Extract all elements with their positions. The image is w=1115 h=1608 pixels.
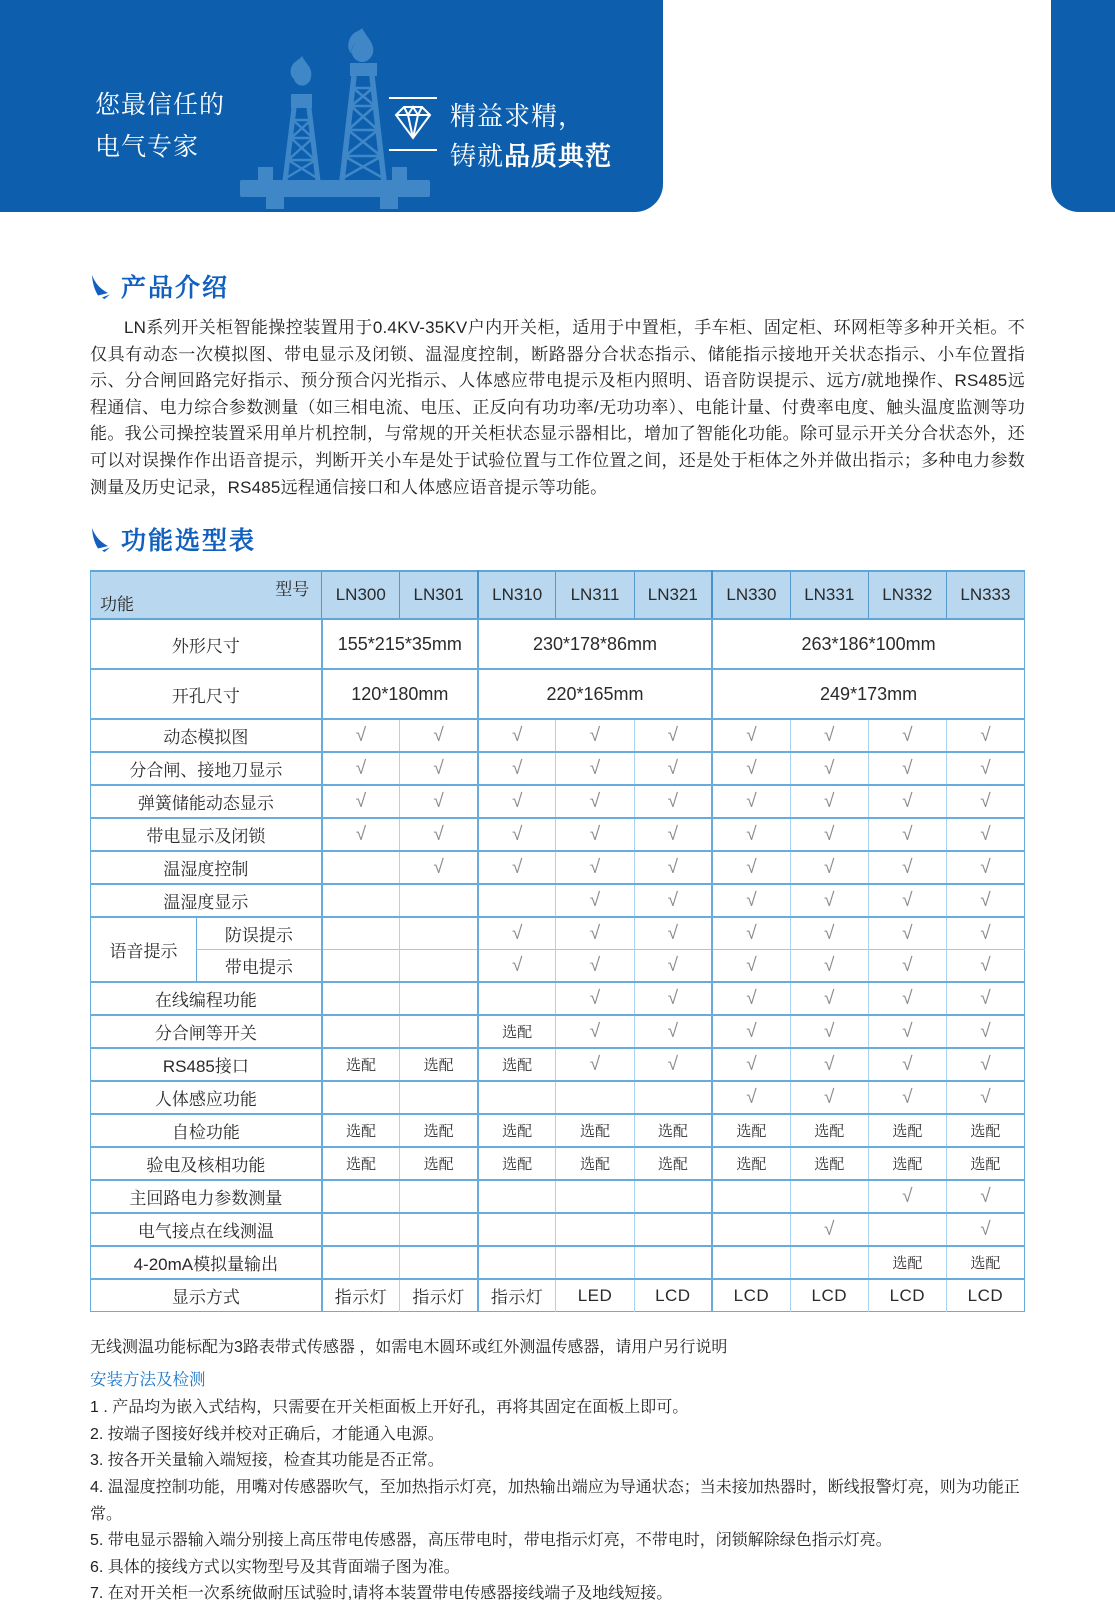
- empty-cell: [478, 1180, 556, 1213]
- empty-cell: [322, 884, 400, 917]
- empty-cell: [322, 1015, 400, 1048]
- value-cell: LCD: [790, 1279, 868, 1312]
- empty-cell: [478, 1213, 556, 1246]
- optional-cell: 选配: [478, 1015, 556, 1048]
- model-header-ln331: LN331: [790, 571, 868, 619]
- check-cell: √: [868, 818, 946, 851]
- slogan-right-line2: 铸就品质典范: [450, 141, 613, 171]
- empty-cell: [634, 1081, 712, 1114]
- check-cell: √: [556, 752, 634, 785]
- table-head: [91, 571, 1025, 619]
- optional-cell: 选配: [946, 1246, 1024, 1279]
- check-cell: √: [712, 1015, 790, 1048]
- section-intro-title: 产品介绍: [121, 274, 230, 302]
- check-cell: √: [868, 851, 946, 884]
- slogan-left-line2: 电气专家: [95, 133, 200, 161]
- check-cell: √: [790, 982, 868, 1015]
- check-cell: √: [556, 818, 634, 851]
- empty-cell: [400, 950, 478, 983]
- feature-label: 显示方式: [91, 1279, 322, 1312]
- check-cell: √: [790, 1015, 868, 1048]
- optional-cell: 选配: [322, 1147, 400, 1180]
- check-cell: √: [712, 950, 790, 983]
- optional-cell: 选配: [868, 1147, 946, 1180]
- check-cell: √: [400, 851, 478, 884]
- empty-cell: [322, 851, 400, 884]
- check-cell: √: [478, 752, 556, 785]
- check-cell: √: [790, 950, 868, 983]
- check-cell: √: [868, 917, 946, 950]
- optional-cell: 选配: [556, 1114, 634, 1147]
- header-right-bar: [1051, 0, 1115, 212]
- feature-label: 弹簧储能动态显示: [91, 785, 322, 818]
- check-cell: √: [556, 785, 634, 818]
- check-cell: √: [322, 752, 400, 785]
- value-cell: LCD: [712, 1279, 790, 1312]
- check-cell: √: [634, 752, 712, 785]
- feature-sublabel: 防误提示: [197, 917, 322, 950]
- optional-cell: 选配: [400, 1147, 478, 1180]
- install-note-item: 4. 温湿度控制功能，用嘴对传感器吹气，至加热指示灯亮，加热输出端应为导通状态；当未接加热器时，断线报警灯亮，则为功能正常。: [90, 1478, 1020, 1523]
- feature-label: 自检功能: [91, 1114, 322, 1147]
- empty-cell: [634, 1246, 712, 1279]
- feature-label: 人体感应功能: [91, 1081, 322, 1114]
- check-cell: √: [556, 1015, 634, 1048]
- check-cell: √: [790, 719, 868, 752]
- check-cell: √: [400, 818, 478, 851]
- empty-cell: [712, 1213, 790, 1246]
- slogan-right: [450, 96, 612, 176]
- feature-label: RS485接口: [91, 1048, 322, 1081]
- feature-label: 4-20mA模拟量输出: [91, 1246, 322, 1279]
- check-cell: √: [790, 752, 868, 785]
- feature-label: 外形尺寸: [91, 619, 322, 669]
- section-intro-heading: [90, 268, 1025, 304]
- feature-label: 温湿度控制: [91, 851, 322, 884]
- check-cell: √: [790, 1081, 868, 1114]
- optional-cell: 选配: [712, 1147, 790, 1180]
- feature-label: 在线编程功能: [91, 982, 322, 1015]
- check-cell: √: [634, 884, 712, 917]
- section-marker-icon: [90, 274, 112, 299]
- optional-cell: 选配: [868, 1246, 946, 1279]
- check-cell: √: [790, 1213, 868, 1246]
- check-cell: √: [868, 950, 946, 983]
- value-cell: LCD: [634, 1279, 712, 1312]
- check-cell: √: [868, 982, 946, 1015]
- dimension-cell: 220*165mm: [478, 669, 712, 719]
- check-cell: √: [946, 1048, 1024, 1081]
- empty-cell: [322, 982, 400, 1015]
- check-cell: √: [556, 884, 634, 917]
- optional-cell: 选配: [790, 1147, 868, 1180]
- empty-cell: [634, 1213, 712, 1246]
- corner-label-model: 型号: [275, 580, 310, 600]
- feature-label: 验电及核相功能: [91, 1147, 322, 1180]
- sensor-note: 无线测温功能标配为3路表带式传感器 ，如需电木圆环或红外测温传感器，请用户另行说明: [90, 1339, 728, 1357]
- check-cell: √: [790, 917, 868, 950]
- slogan-left: [95, 84, 225, 168]
- empty-cell: [400, 1213, 478, 1246]
- empty-cell: [556, 1081, 634, 1114]
- check-cell: √: [946, 719, 1024, 752]
- optional-cell: 选配: [478, 1147, 556, 1180]
- check-cell: √: [868, 1048, 946, 1081]
- model-header-ln333: LN333: [946, 571, 1024, 619]
- feature-label: 分合闸等开关: [91, 1015, 322, 1048]
- check-cell: √: [712, 1081, 790, 1114]
- check-cell: √: [712, 917, 790, 950]
- check-cell: √: [868, 785, 946, 818]
- optional-cell: 选配: [790, 1114, 868, 1147]
- install-note-item: 1 . 产品均为嵌入式结构，只需要在开关柜面板上开好孔，再将其固定在面板上即可。: [90, 1399, 689, 1417]
- empty-cell: [790, 1180, 868, 1213]
- check-cell: √: [478, 851, 556, 884]
- value-cell: 指示灯: [400, 1279, 478, 1312]
- check-cell: √: [400, 719, 478, 752]
- corner-label-function: 功能: [100, 595, 134, 615]
- check-cell: √: [946, 818, 1024, 851]
- slogan-left-line1: 您最信任的: [95, 91, 226, 119]
- check-cell: √: [946, 884, 1024, 917]
- check-cell: √: [946, 785, 1024, 818]
- model-header-ln310: LN310: [478, 571, 556, 619]
- check-cell: √: [556, 719, 634, 752]
- install-method-title: 安装方法及检测: [90, 1371, 206, 1390]
- check-cell: √: [634, 917, 712, 950]
- empty-cell: [322, 917, 400, 950]
- check-cell: √: [634, 785, 712, 818]
- section-marker-icon: [90, 527, 112, 552]
- check-cell: √: [868, 1180, 946, 1213]
- empty-cell: [400, 1081, 478, 1114]
- optional-cell: 选配: [322, 1114, 400, 1147]
- empty-cell: [400, 1015, 478, 1048]
- optional-cell: 选配: [478, 1048, 556, 1081]
- function-selection-table: [90, 570, 1025, 1312]
- check-cell: √: [868, 1015, 946, 1048]
- empty-cell: [712, 1246, 790, 1279]
- check-cell: √: [322, 719, 400, 752]
- empty-cell: [712, 1180, 790, 1213]
- dimension-cell: 263*186*100mm: [712, 619, 1024, 669]
- install-notes-list: [90, 1395, 1025, 1608]
- optional-cell: 选配: [946, 1114, 1024, 1147]
- dimension-cell: 120*180mm: [322, 669, 478, 719]
- feature-label: 主回路电力参数测量: [91, 1180, 322, 1213]
- optional-cell: 选配: [400, 1114, 478, 1147]
- table-corner-cell: [91, 571, 322, 619]
- check-cell: √: [634, 851, 712, 884]
- section-table-title: 功能选型表: [121, 527, 257, 556]
- section-table-heading: [90, 521, 1025, 557]
- dimension-cell: 155*215*35mm: [322, 619, 478, 669]
- optional-cell: 选配: [712, 1114, 790, 1147]
- value-cell: LED: [556, 1279, 634, 1312]
- check-cell: √: [868, 719, 946, 752]
- empty-cell: [790, 1246, 868, 1279]
- check-cell: √: [712, 1048, 790, 1081]
- optional-cell: 选配: [634, 1114, 712, 1147]
- model-header-ln300: LN300: [322, 571, 400, 619]
- empty-cell: [478, 1081, 556, 1114]
- install-note-item: 6. 具体的接线方式以实物型号及其背面端子图为准。: [90, 1558, 460, 1576]
- dimension-cell: 249*173mm: [712, 669, 1024, 719]
- dimension-cell: 230*178*86mm: [478, 619, 712, 669]
- optional-cell: 选配: [946, 1147, 1024, 1180]
- value-cell: 指示灯: [322, 1279, 400, 1312]
- check-cell: √: [946, 950, 1024, 983]
- table-body: [91, 619, 1025, 1312]
- check-cell: √: [790, 785, 868, 818]
- value-cell: LCD: [946, 1279, 1024, 1312]
- check-cell: √: [634, 1048, 712, 1081]
- page-content: [90, 268, 1025, 1608]
- empty-cell: [478, 884, 556, 917]
- slogan-right-line1: 精益求精，: [450, 101, 586, 131]
- diamond-icon: [383, 94, 443, 168]
- check-cell: √: [556, 851, 634, 884]
- check-cell: √: [712, 719, 790, 752]
- check-cell: √: [790, 1048, 868, 1081]
- check-cell: √: [556, 982, 634, 1015]
- install-note-item: 2. 按端子图接好线并校对正确后，才能通入电源。: [90, 1425, 444, 1443]
- check-cell: √: [322, 818, 400, 851]
- optional-cell: 选配: [634, 1147, 712, 1180]
- check-cell: √: [556, 950, 634, 983]
- page-header: [0, 0, 1115, 212]
- empty-cell: [322, 1213, 400, 1246]
- empty-cell: [868, 1213, 946, 1246]
- check-cell: √: [946, 982, 1024, 1015]
- feature-sublabel: 带电提示: [197, 950, 322, 983]
- empty-cell: [322, 1180, 400, 1213]
- check-cell: √: [946, 752, 1024, 785]
- check-cell: √: [322, 785, 400, 818]
- check-cell: √: [478, 785, 556, 818]
- feature-label: 开孔尺寸: [91, 669, 322, 719]
- value-cell: LCD: [868, 1279, 946, 1312]
- empty-cell: [556, 1246, 634, 1279]
- check-cell: √: [634, 818, 712, 851]
- check-cell: √: [868, 752, 946, 785]
- check-cell: √: [868, 1081, 946, 1114]
- optional-cell: 选配: [322, 1048, 400, 1081]
- empty-cell: [400, 1246, 478, 1279]
- empty-cell: [322, 950, 400, 983]
- empty-cell: [556, 1213, 634, 1246]
- check-cell: √: [634, 982, 712, 1015]
- check-cell: √: [712, 785, 790, 818]
- check-cell: √: [712, 818, 790, 851]
- check-cell: √: [946, 1213, 1024, 1246]
- check-cell: √: [712, 982, 790, 1015]
- check-cell: √: [478, 719, 556, 752]
- model-header-ln330: LN330: [712, 571, 790, 619]
- model-header-ln301: LN301: [400, 571, 478, 619]
- model-header-ln311: LN311: [556, 571, 634, 619]
- optional-cell: 选配: [400, 1048, 478, 1081]
- value-cell: 指示灯: [478, 1279, 556, 1312]
- feature-label: 分合闸、接地刀显示: [91, 752, 322, 785]
- check-cell: √: [790, 818, 868, 851]
- empty-cell: [322, 1246, 400, 1279]
- slogan-bold: 品质典范: [504, 141, 613, 171]
- check-cell: √: [478, 818, 556, 851]
- empty-cell: [556, 1180, 634, 1213]
- optional-cell: 选配: [556, 1147, 634, 1180]
- check-cell: √: [634, 950, 712, 983]
- feature-label: 电气接点在线测温: [91, 1213, 322, 1246]
- intro-paragraph: LN系列开关柜智能操控装置用于0.4KV-35KV户内开关柜，适用于中置柜，手车柜、固定柜、环网柜等多种开关柜。不仅具有动态一次模拟图、带电显示及闭锁、温湿度控制，断路器分合状态指示、储能指示接地开关状态指示、小车位置指示、分合闸回路完好指示、预分预合闪光指示、人体感应带电提示及柜内照明、语音防误提示、远方/就地操作、RS485远程通信、电力综合参数测量（如三相电流、电压、正反向有功功率/无功功率）、电能计量、付费率电度、触头温度监测等功能。我公司操控装置采用单片机控制，与常规的开关柜状态显示器相比，增加了智能化功能。除可显示开关分合状态外，还可以对误操作作出语音提示，判断开关小车是处于试验位置与工作位置之间，还是处于柜体之外并做出指示；多种电力参数测量及历史记录，RS485远程通信接口和人体感应语音提示等功能。: [90, 318, 1025, 497]
- feature-label: 温湿度显示: [91, 884, 322, 917]
- install-note-item: 5. 带电显示器输入端分别接上高压带电传感器，高压带电时，带电指示灯亮，不带电时，闭锁解除绿色指示灯亮。: [90, 1532, 892, 1550]
- model-header-ln332: LN332: [868, 571, 946, 619]
- empty-cell: [322, 1081, 400, 1114]
- check-cell: √: [946, 1180, 1024, 1213]
- check-cell: √: [946, 851, 1024, 884]
- check-cell: √: [946, 917, 1024, 950]
- install-note-item: 7. 在对开关柜一次系统做耐压试验时,请将本装置带电传感器接线端子及地线短接。: [90, 1585, 673, 1603]
- check-cell: √: [712, 752, 790, 785]
- empty-cell: [400, 917, 478, 950]
- check-cell: √: [712, 884, 790, 917]
- check-cell: √: [556, 1048, 634, 1081]
- install-note-item: 3. 按各开关量输入端短接，检查其功能是否正常。: [90, 1452, 444, 1470]
- check-cell: √: [790, 884, 868, 917]
- check-cell: √: [634, 1015, 712, 1048]
- check-cell: √: [478, 917, 556, 950]
- check-cell: √: [946, 1081, 1024, 1114]
- optional-cell: 选配: [478, 1114, 556, 1147]
- check-cell: √: [400, 752, 478, 785]
- empty-cell: [400, 1180, 478, 1213]
- empty-cell: [478, 1246, 556, 1279]
- check-cell: √: [478, 950, 556, 983]
- feature-label: 动态模拟图: [91, 719, 322, 752]
- check-cell: √: [556, 917, 634, 950]
- model-header-ln321: LN321: [634, 571, 712, 619]
- check-cell: √: [400, 785, 478, 818]
- check-cell: √: [946, 1015, 1024, 1048]
- check-cell: √: [790, 851, 868, 884]
- check-cell: √: [634, 719, 712, 752]
- feature-label: 带电显示及闭锁: [91, 818, 322, 851]
- check-cell: √: [868, 884, 946, 917]
- feature-group-label: 语音提示: [91, 917, 197, 982]
- header-banner: [0, 0, 663, 212]
- empty-cell: [634, 1180, 712, 1213]
- optional-cell: 选配: [868, 1114, 946, 1147]
- empty-cell: [478, 982, 556, 1015]
- empty-cell: [400, 982, 478, 1015]
- empty-cell: [400, 884, 478, 917]
- check-cell: √: [712, 851, 790, 884]
